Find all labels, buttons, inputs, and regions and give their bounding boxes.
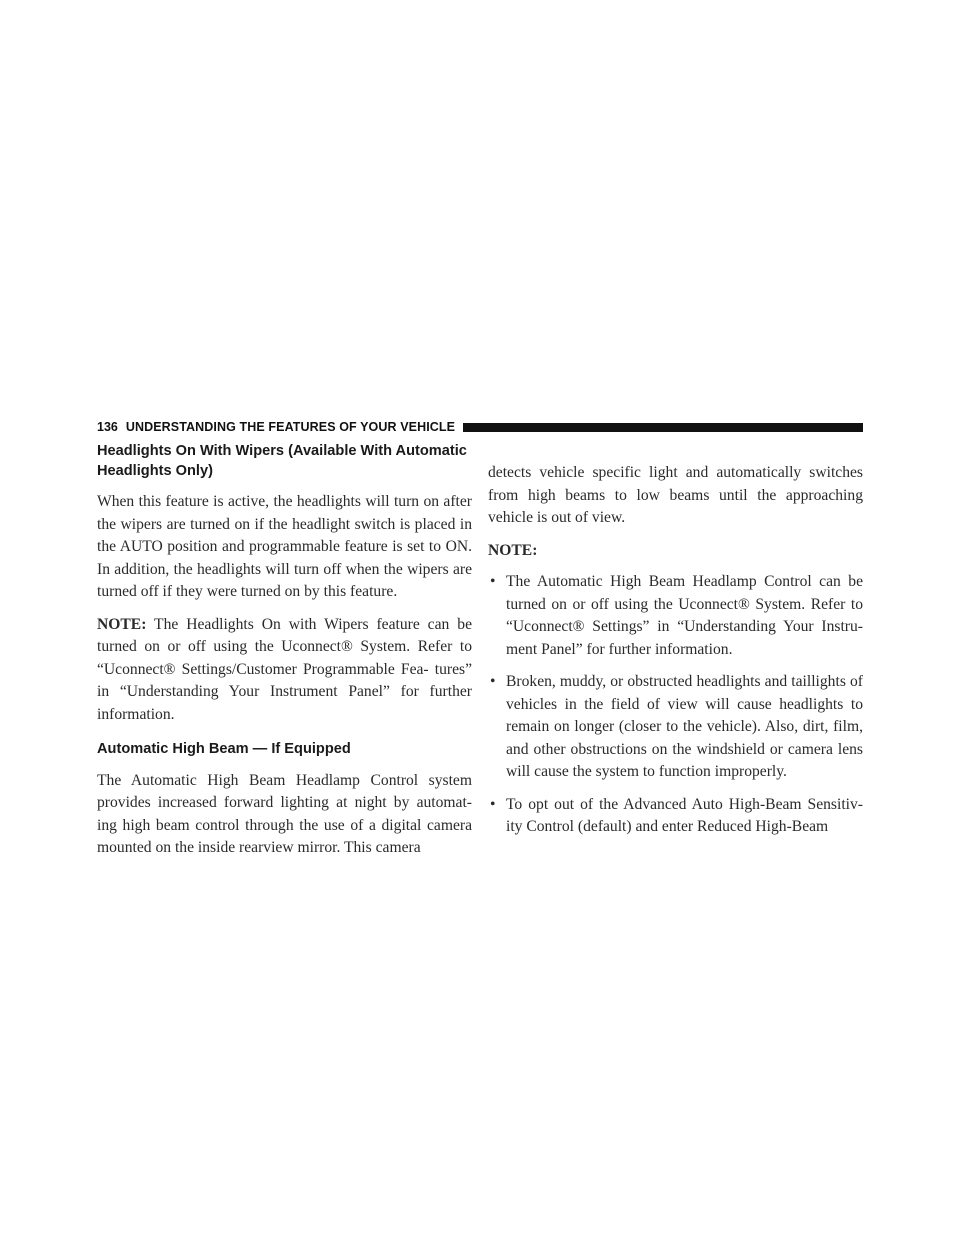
heading-automatic-high-beam: Automatic High Beam — If Equipped: [97, 741, 351, 757]
bullet-marker: •: [490, 573, 496, 590]
list-item-text: Broken, muddy, or obstructed headlights and taillights of vehicles in the field of view will cause headlights to remain on longer (closer to the vehicle). Also, dirt, film, and other obstructions on the windshield or camera lens will cause the system to function improperly.: [506, 673, 863, 780]
header-rule: [463, 423, 863, 432]
note-wipers: [97, 614, 472, 727]
note-wipers-text: The Headlights On with Wipers feature can be turned on or off using the Uconnect® System. Refer to “Uconnect® Settings/Customer Programmable Fea- tures” in “Understanding Your Instrument Panel” for further information.: [97, 615, 472, 723]
note-heading: NOTE:: [488, 541, 538, 559]
bullet-marker: •: [490, 673, 496, 690]
list-item: [488, 794, 863, 839]
paragraph-high-beam-intro: The Automatic High Beam Headlamp Control system provides increased forward lighting at night by automat- ing high beam control through the use of a digital camera mounted on the inside rearview mirror. This camera: [97, 771, 472, 856]
note-label: NOTE:: [97, 615, 147, 633]
page-number: 136: [97, 420, 118, 434]
bullet-marker: •: [490, 795, 496, 813]
left-column: [97, 442, 472, 870]
list-item-text: To opt out of the Advanced Auto High-Beam Sensitiv- ity Control (default) and enter Reduced High-Beam: [506, 795, 863, 835]
list-item: [488, 571, 863, 661]
list-item-text: The Automatic High Beam Headlamp Control can be turned on or off using the Uconnect® System. Refer to “Uconnect® Settings” in “Understanding Your Instru- ment Panel” for further information.: [506, 573, 863, 658]
list-item: [488, 671, 863, 784]
paragraph-wipers-feature: When this feature is active, the headlights will turn on after the wipers are turned on if the headlight switch is placed in the AUTO position and programmable feature is set to ON. In addition, the headlights will turn off when the wipers are turned off if they were turned on by this feature.: [97, 493, 472, 600]
section-title: UNDERSTANDING THE FEATURES OF YOUR VEHICLE: [125, 420, 456, 434]
right-column: [488, 462, 863, 849]
page-header: [97, 418, 863, 436]
heading-headlights-on-with-wipers: Headlights On With Wipers (Available With Automatic Headlights Only): [97, 443, 467, 479]
note-bullet-list: [488, 571, 863, 839]
paragraph-camera-continued: detects vehicle specific light and automatically switches from high beams to low beams until the approaching vehicle is out of view.: [488, 464, 863, 526]
